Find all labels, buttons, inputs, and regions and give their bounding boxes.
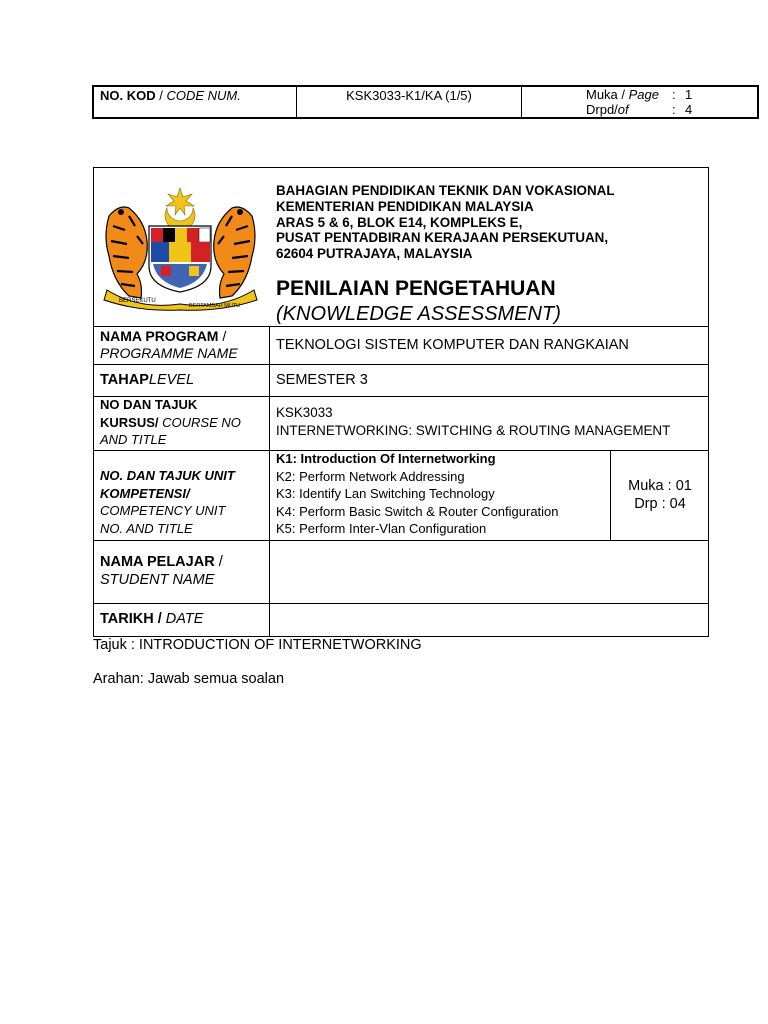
document-subtitle: (KNOWLEDGE ASSESSMENT)	[276, 303, 561, 325]
program-value: TEKNOLOGI SISTEM KOMPUTER DAN RANGKAIAN	[276, 337, 629, 353]
course-value	[276, 404, 670, 440]
crest-ribbon-left: BERSEKUTU	[119, 298, 156, 304]
page-colon: :	[672, 87, 676, 102]
address-line-1: BAHAGIAN PENDIDIKAN TEKNIK DAN VOKASIONAL	[276, 183, 615, 198]
code-label-cell	[94, 87, 297, 117]
page-value: 1	[685, 87, 693, 102]
competency-unit-k5: K5: Perform Inter-Vlan Configuration	[276, 521, 487, 536]
competency-of: Drp : 04	[634, 496, 686, 512]
of-value: 4	[685, 102, 693, 117]
competency-page: Muka : 01	[628, 478, 692, 494]
instruction-line: Arahan: Jawab semua soalan	[93, 671, 285, 687]
code-number-box	[92, 85, 759, 119]
competency-unit-k4: K4: Perform Basic Switch & Router Configuration	[276, 503, 559, 519]
code-label-italic: CODE NUM.	[166, 88, 241, 103]
date-field[interactable]	[276, 608, 696, 632]
code-value-cell	[297, 87, 522, 117]
date-label: TARIKH / DATE	[100, 611, 204, 627]
code-label-sep: /	[155, 88, 167, 103]
address-line-3: ARAS 5 & 6, BLOK E14, KOMPLEKS E,	[276, 214, 523, 230]
course-code: KSK3033	[276, 405, 333, 420]
program-label: NAMA PROGRAM / PROGRAMME NAME	[100, 328, 238, 361]
assessment-table	[93, 167, 709, 637]
malaysia-coat-of-arms-emblem	[99, 186, 262, 312]
crest-ribbon-right: BERTAMBAH MUTU	[189, 303, 241, 309]
agency-address	[276, 183, 615, 262]
address-line-5: 62604 PUTRAJAYA, MALAYSIA	[276, 246, 473, 262]
of-label: Drpd/of	[586, 102, 629, 117]
competency-label: NO. DAN TAJUK UNIT KOMPETENSI/ COMPETENCY UNIT NO. AND TITLE	[100, 468, 235, 536]
level-value: SEMESTER 3	[276, 372, 368, 388]
competency-page-info	[611, 477, 709, 513]
student-name-field[interactable]	[276, 553, 696, 593]
course-title: INTERNETWORKING: SWITCHING & ROUTING MANAGEMENT	[276, 423, 671, 438]
competency-unit-k1: K1: Introduction Of Internetworking	[276, 451, 496, 466]
level-label: TAHAPLEVEL	[100, 372, 195, 388]
competency-unit-k3: K3: Identify Lan Switching Technology	[276, 486, 495, 501]
address-line-2: KEMENTERIAN PENDIDIKAN MALAYSIA	[276, 198, 534, 214]
of-colon: :	[672, 102, 676, 117]
page-label: Muka / Page	[586, 87, 659, 102]
page-info-cell	[522, 87, 757, 117]
address-line-4: PUSAT PENTADBIRAN KERAJAAN PERSEKUTUAN,	[276, 230, 609, 246]
competency-units-list	[276, 450, 559, 538]
topic-line: Tajuk : INTRODUCTION OF INTERNETWORKING	[93, 637, 422, 653]
student-name-label: NAMA PELAJAR / STUDENT NAME	[100, 554, 223, 588]
competency-unit-k2: K2: Perform Network Addressing	[276, 468, 465, 484]
document-title: PENILAIAN PENGETAHUAN	[276, 277, 556, 300]
course-label: NO DAN TAJUK KURSUS/ COURSE NO AND TITLE	[100, 397, 241, 447]
code-value: KSK3033-K1/KA (1/5)	[346, 88, 472, 103]
code-label-bold: NO. KOD	[100, 88, 156, 103]
